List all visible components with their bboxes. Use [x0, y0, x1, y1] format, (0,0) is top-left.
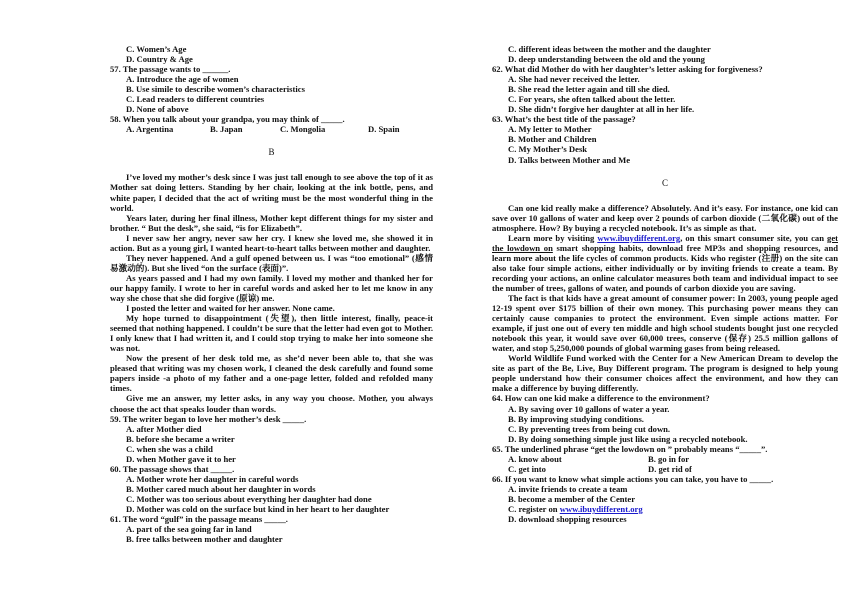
passage-c-p2-middle: , on this smart consumer site, you can — [680, 232, 828, 243]
option-66d: D. download shopping resources — [508, 514, 627, 525]
option-61a: A. part of the sea going far in land — [126, 524, 252, 535]
option-63b: B. Mother and Children — [508, 134, 597, 145]
option-62d: D. She didn’t forgive her daughter at all in her life. — [508, 104, 695, 115]
left-column — [110, 44, 433, 544]
passage-c-p2-end: smart shopping habits, download free MP3s and shopping resources, and learn more about the life cycles of common products. Kids who register (注册) on the site can also take four simple actions, either individually or by inviting friends to create a team. By recording your actions, an online calculator measures both team and individual impact to see the number of trees, gallons of water, and pounds of carbon dioxide you are saving. — [492, 242, 839, 293]
option-63d: D. Talks between Mother and Me — [508, 154, 631, 165]
question-58-options — [110, 124, 433, 134]
option-66c-text: C. register on — [508, 503, 560, 514]
passage-b-paragraph-9: Give me an answer, my letter asks, in any way you choose. Mother, you always choose the act that speaks louder than words. — [110, 393, 433, 414]
passage-b-paragraph-6: I posted the letter and waited for her answer. None came. — [126, 303, 335, 314]
option-65c: C. get into — [508, 463, 546, 474]
question-65-options-row-1 — [492, 454, 838, 464]
underlined-phrase: get the lowdown on — [492, 232, 838, 253]
option-66c — [492, 504, 838, 514]
option-56d: D. Country & Age — [126, 54, 193, 65]
question-62-stem: 62. What did Mother do with her daughter’s letter asking for forgiveness? — [492, 64, 763, 75]
option-59c: C. when she was a child — [126, 443, 213, 454]
option-61b: B. free talks between mother and daughter — [126, 534, 283, 545]
option-59d: D. when Mother gave it to her — [126, 453, 236, 464]
passage-b-paragraph-7: My hope turned to disappointment (失望), then little interest, finally, peace-it seemed that nothing happened. I couldn’t be sure that the letter had even got to Mother. I only knew that I had written it, and I could stop trying to make her into someone she was not. — [110, 313, 433, 354]
option-57d: D. None of above — [126, 104, 189, 115]
passage-b-paragraph-4: They never happened. And a gulf opened between us. I was “too emotional” (感情易激动的). But she lived “on the surface (表面)”. — [110, 252, 433, 273]
question-64-stem: 64. How can one kid make a difference to the environment? — [492, 393, 710, 404]
question-65-options-row-2 — [492, 464, 838, 474]
option-60d: D. Mother was cold on the surface but kind in her heart to her daughter — [126, 503, 390, 514]
option-62c: C. For years, she often talked about the letter. — [508, 94, 676, 105]
passage-b-paragraph-8: Now the present of her desk told me, as she’d never been able to, that she was pleased that writing was my chosen work, I cleaned the desk carefully and found some papers inside -a photo of my father and a one-page letter, folded and refolded many times. — [110, 353, 433, 394]
section-c-heading: C — [661, 177, 668, 188]
option-58d: D. Spain — [368, 124, 400, 135]
passage-b-paragraph-3: I never saw her angry, never saw her cry. I knew she loved me, she showed it in action. But as a young girl, I wanted heart-to-heart talks between mother and daughter. — [110, 232, 433, 253]
site-link[interactable]: www.ibuydifferent.org — [597, 232, 681, 243]
option-66a: A. invite friends to create a team — [508, 483, 628, 494]
passage-c-paragraph-4: World Wildlife Fund worked with the Center for a New American Dream to develop the site as part of the Be, Live, Buy Different program. The program is designed to help young people understand how their consumer choices affect the environment, and how they can make a difference by buying differently. — [492, 353, 838, 394]
option-58b: B. Japan — [210, 124, 243, 135]
option-59a: A. after Mother died — [126, 423, 202, 434]
option-63c: C. My Mother’s Desk — [508, 144, 588, 155]
passage-b-paragraph-1: I’ve loved my mother’s desk since I was just tall enough to see above the top of it as Mother sat doing letters. Standing by her chair, looking at the ink bottle, pens, and white paper, I decided that the act of writing must be the most wonderful thing in the world. — [110, 172, 433, 213]
question-58-stem: 58. When you talk about your grandpa, you may think of _____. — [110, 114, 345, 125]
question-60-stem: 60. The passage shows that _____. — [110, 463, 235, 474]
question-66-stem: 66. If you want to know what simple actions you can take, you have to _____. — [492, 473, 774, 484]
passage-b-paragraph-2: Years later, during her final illness, Mother kept different things for my sister and brother. “ But the desk”, she said, “is for Elizabeth”. — [110, 212, 433, 233]
option-64d: D. By doing something simple just like using a recycled notebook. — [508, 433, 748, 444]
option-58c: C. Mongolia — [280, 124, 326, 135]
question-59-stem: 59. The writer began to love her mother’s desk _____. — [110, 413, 307, 424]
right-column — [492, 44, 838, 524]
option-66c-link[interactable]: www.ibuydifferent.org — [559, 503, 643, 514]
option-58a: A. Argentina — [126, 124, 174, 135]
option-60b: B. Mother cared much about her daughter in words — [126, 483, 316, 494]
option-59b: B. before she became a writer — [126, 433, 235, 444]
option-57a: A. Introduce the age of women — [126, 74, 239, 85]
option-64c: C. By preventing trees from being cut down. — [508, 423, 671, 434]
option-62b: B. She read the letter again and till she died. — [508, 84, 670, 95]
section-b-heading: B — [268, 147, 275, 158]
option-57b: B. Use simile to describe women’s characteristics — [126, 84, 305, 95]
passage-b-paragraph-5: As years passed and I had my own family. I loved my mother and thanked her for our happy family. I wrote to her in careful words and asked her to let me know in any way she chose that she did forgive (原谅) me. — [110, 272, 433, 303]
option-61d: D. deep understanding between the old and the young — [508, 54, 705, 65]
option-63a: A. My letter to Mother — [508, 124, 592, 135]
option-65a: A. know about — [508, 453, 562, 464]
option-60c: C. Mother was too serious about everything her daughter had done — [126, 493, 372, 504]
question-57-stem: 57. The passage wants to ______. — [110, 64, 231, 75]
option-62a: A. She had never received the letter. — [508, 74, 640, 85]
passage-c-paragraph-3: The fact is that kids have a great amount of consumer power: In 2003, young people aged 12-19 spent over $175 billion of their own money. This purchasing power means they can certainly cause companies to protect the environment. Even simple actions matter. For example, if just one out of every ten middle and high school students bought just one recycled notebook this year, it would save over 60,000 trees, conserve (保存) 25.5 million gallons of water, and stop 5,250,000 pounds of global warming gases from being released. — [492, 292, 838, 354]
option-56c: C. Women’s Age — [126, 44, 187, 54]
question-63-stem: 63. What’s the best title of the passage? — [492, 114, 636, 125]
option-60a: A. Mother wrote her daughter in careful words — [126, 473, 299, 484]
passage-c-p2-start: Learn more by visiting — [508, 232, 598, 243]
option-65d: D. get rid of — [648, 463, 692, 474]
option-64a: A. By saving over 10 gallons of water a year. — [508, 403, 670, 414]
question-61-stem: 61. The word “gulf” in the passage means _____. — [110, 514, 288, 525]
passage-c-paragraph-1: Can one kid really make a difference? Absolutely. And it’s easy. For instance, one kid can save over 10 gallons of water and keep over 2 pounds of carbon dioxide (二氧化碳) out of the atmosphere. How? By buying a recycled notebook. It’s as simple as that. — [492, 202, 838, 233]
passage-c-paragraph-2 — [492, 233, 838, 293]
option-65b: B. go in for — [648, 453, 690, 464]
option-57c: C. Lead readers to different countries — [126, 94, 265, 105]
option-61c: C. different ideas between the mother and the daughter — [508, 44, 711, 54]
option-66b: B. become a member of the Center — [508, 493, 636, 504]
question-65-stem: 65. The underlined phrase “get the lowdown on ” probably means “_____”. — [492, 443, 768, 454]
option-64b: B. By improving studying conditions. — [508, 413, 644, 424]
